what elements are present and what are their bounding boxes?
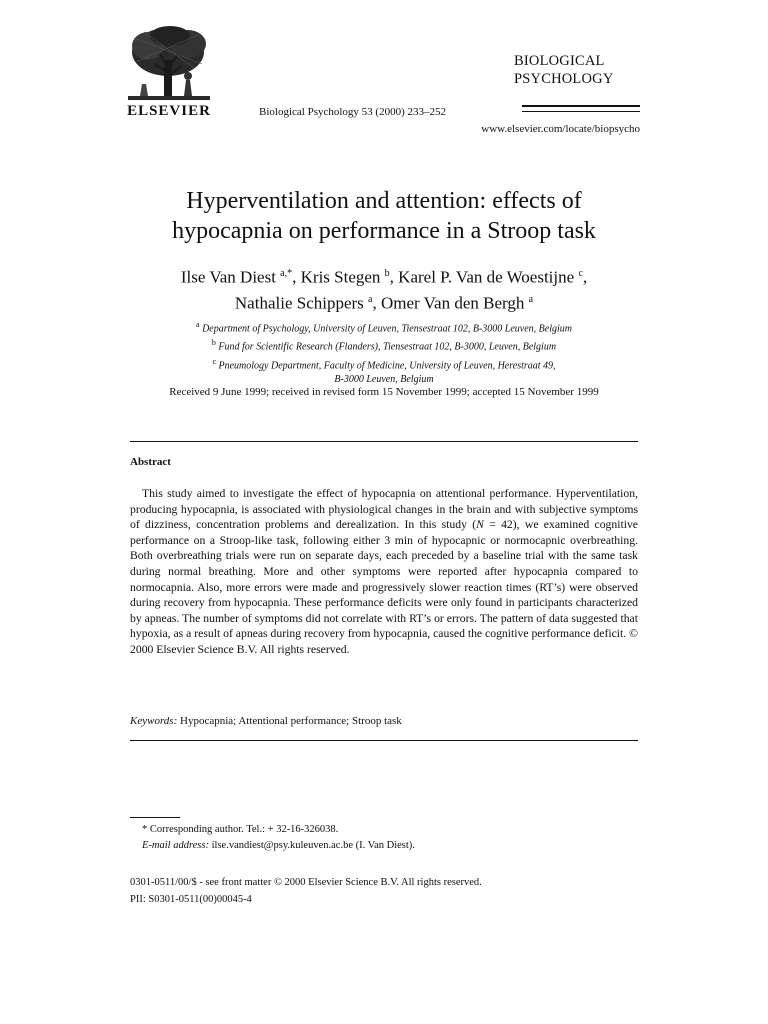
divider (130, 441, 638, 442)
abstract-text (130, 486, 638, 658)
article-title-line1: Hyperventilation and attention: effects of (186, 188, 582, 214)
keywords (130, 715, 402, 727)
issn-line: 0301-0511/00/$ - see front matter © 2000 Elsevier Science B.V. All rights reserved. (130, 877, 482, 888)
affiliation-sup: b (211, 338, 216, 348)
author-name: Nathalie Schippers (234, 293, 364, 313)
author-sup: a (528, 293, 534, 305)
journal-url[interactable]: www.elsevier.com/locate/biopsycho (481, 123, 640, 135)
footnote-rule (130, 817, 180, 818)
affiliation (100, 336, 668, 354)
corresponding-author-note: * Corresponding author. Tel.: + 32-16-326038. (142, 824, 339, 835)
affiliation-text: Fund for Scientific Research (Flanders), Tiensestraat 102, B-3000, Leuven, Belgium (218, 341, 557, 353)
author-sup: c (578, 268, 583, 279)
citation: Biological Psychology 53 (2000) 233–252 (259, 106, 446, 118)
journal-rule (522, 111, 640, 112)
affiliation-text: Department of Psychology, University of Leuven, Tiensestraat 102, B-3000 Leuven, Belgium (202, 323, 572, 335)
affiliation (100, 373, 668, 387)
keywords-label: Keywords: (130, 715, 178, 727)
author-line: Nathalie Schippers $^a$, Omer Van den Bergh $^a$ (234, 293, 534, 313)
article-title (100, 186, 668, 246)
affiliation (100, 318, 668, 336)
author-sup: b (384, 268, 390, 279)
divider (130, 740, 638, 741)
affiliation-sup: a (196, 320, 200, 329)
elsevier-tree-logo (124, 24, 214, 106)
journal-block (514, 27, 638, 101)
article-title-line2: hypocapnia on performance in a Stroop task (172, 218, 596, 244)
journal-name-line2: PSYCHOLOGY (514, 71, 614, 87)
pii-line: PII: S0301-0511(00)00045-4 (130, 894, 252, 905)
abstract-n-symbol: N (476, 518, 484, 532)
author-name: Ilse Van Diest (180, 267, 276, 287)
author-list (100, 263, 668, 314)
affiliation-text: B-3000 Leuven, Belgium (334, 373, 434, 385)
journal-name-line1: BIOLOGICAL (514, 53, 605, 69)
publisher-name: ELSEVIER (127, 103, 211, 119)
keywords-text: Hypocapnia; Attentional performance; Stroop task (180, 715, 402, 727)
author-line: Ilse Van Diest $^{a,*}$, Kris Stegen $^b$, Karel P. Van de Woestijne $^c$, (180, 267, 588, 287)
affiliation-list (100, 318, 668, 387)
author-sup: a,* (280, 268, 293, 279)
abstract-text-part: This study aimed to investigate the effect of hypocapnia on attentional performance. Hyperventilation, producing hypocapnia, is associated with physiological changes in the brain and with subjective symptoms of dizziness, concentration problems and derealization. In this study ( (130, 487, 638, 532)
author-sup: a (368, 293, 373, 305)
journal-name (514, 52, 638, 88)
affiliation-sup: c (212, 356, 216, 366)
journal-rule (522, 105, 640, 107)
author-name: Kris Stegen (300, 267, 381, 287)
received-dates: Received 9 June 1999; received in revised form 15 November 1999; accepted 15 November 1999 (169, 386, 599, 398)
abstract-heading: Abstract (130, 456, 171, 468)
email-note (142, 840, 415, 851)
affiliation-text: Pneumology Department, Faculty of Medicine, University of Leuven, Herestraat 49, (218, 359, 556, 371)
author-name: Karel P. Van de Woestijne (398, 267, 575, 287)
email-label: E-mail address: (142, 840, 209, 851)
author-name: Omer Van den Bergh (381, 293, 525, 313)
abstract-text-part: = 42), we examined cognitive performance on a Stroop-like task, following either 3 min of hypocapnic or normocapnic overbreathing. Both overbreathing trials were run on separate days, each preceded by a baseline trial with the same task during normal breathing. More and other symptoms were reported after hypocapnia compared to normocapnia. Also, more errors were made and progressively slower reaction times (RT’s) were observed during recovery from hypocapnia. These performance deficits were only found in participants characterized by apneas. The number of symptoms did not correlate with RT’s or errors. The pattern of data suggested that hypoxia, as a result of apneas during recovery from hypocapnia, caused the cognitive performance deficit. © 2000 Elsevier Science B.V. All rights reserved. (130, 518, 639, 656)
affiliation (100, 355, 668, 373)
email-address[interactable]: ilse.vandiest@psy.kuleuven.ac.be (I. Van Diest). (211, 840, 415, 851)
